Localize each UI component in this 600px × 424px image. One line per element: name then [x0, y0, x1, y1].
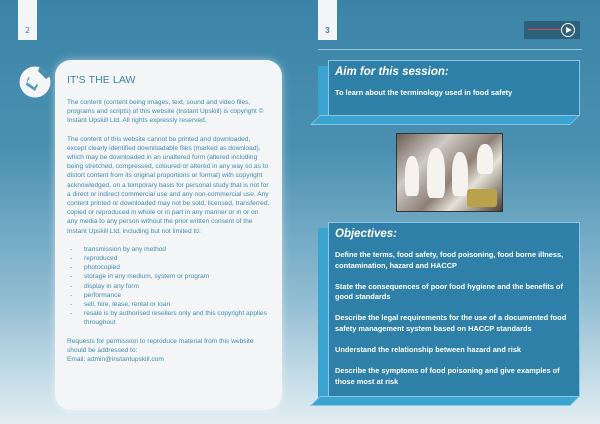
- list-item: - reproduced: [70, 254, 270, 263]
- play-icon[interactable]: [561, 23, 575, 37]
- list-item: - sell, hire, lease, rental or loan: [70, 300, 270, 309]
- aim-title: Aim for this session:: [335, 66, 449, 78]
- objective-item: Describe the legal requirements for the use of a documented food safety management system based on HACCP standards: [335, 313, 567, 333]
- audio-progress-bar[interactable]: [528, 29, 562, 30]
- objective-item: Describe the symptoms of food poisoning and give examples of those most at risk: [335, 366, 560, 386]
- gavel-icon: [18, 65, 52, 98]
- copyright-notice-card: [55, 60, 282, 410]
- objective-item: Define the terms, food safety, food poisoning, food borne illness, contamination, hazard and HACCP: [335, 250, 564, 270]
- objective-item: State the consequences of poor food hygiene and the benefits of good standards: [335, 281, 563, 302]
- notice-title: IT'S THE LAW: [67, 74, 136, 86]
- restrictions-list: [70, 245, 270, 328]
- kitchen-staff-photo: [396, 133, 503, 212]
- list-item: - storage in any medium, system or program: [70, 272, 270, 281]
- audio-player[interactable]: [524, 21, 580, 39]
- aim-text: To learn about the terminology used in food safety: [335, 88, 513, 97]
- objectives-title: Objectives:: [335, 228, 397, 240]
- list-item: - performance: [70, 291, 270, 300]
- box-bottom: [310, 115, 580, 125]
- list-item: - display in any form: [70, 282, 270, 291]
- list-item: - photocopied: [70, 263, 270, 272]
- notice-paragraph: The content of this website cannot be printed and downloaded, except clearly identified downloadable files (marked as download), which may be downloaded in an unaltered form (altered including being stretched, compressed, coloured or altered in any way so as to distort content from its original proportions or format) with copyright acknowledged, on a temporary basis for personal study that is not for a direct or indirect commercial use and any non-commercial use. Any content printed or downloaded may not be sold, licensed, transferred, copied or reproduced in whole or in part in any manner or in or on any media to any person without the prior written consent of the Instant Upskill Ltd, including but not limited to:: [67, 135, 270, 235]
- list-item: - resale is by authorised resellers only and this copyright applies throughout: [70, 309, 270, 327]
- page-number-tab: 2: [18, 0, 37, 40]
- objectives-box: [318, 222, 590, 406]
- notice-paragraph: The content (content being images, text, sound and video files, programs and scripts) of this website (Instant Upskill) is copyright © Instant Upskill Ltd. All rights expressly reserved.: [67, 99, 264, 125]
- divider: [318, 49, 582, 50]
- requests-text: Requests for permission to reproduce material from this website should be addressed to:: [67, 337, 254, 354]
- email-link[interactable]: Email: admin@instantupskill.com: [67, 356, 164, 364]
- aim-box: [318, 60, 590, 125]
- list-item: - transmission by any method: [70, 245, 270, 254]
- page-number-tab: 3: [318, 0, 337, 40]
- objective-item: Understand the relationship between hazard and risk: [335, 345, 522, 355]
